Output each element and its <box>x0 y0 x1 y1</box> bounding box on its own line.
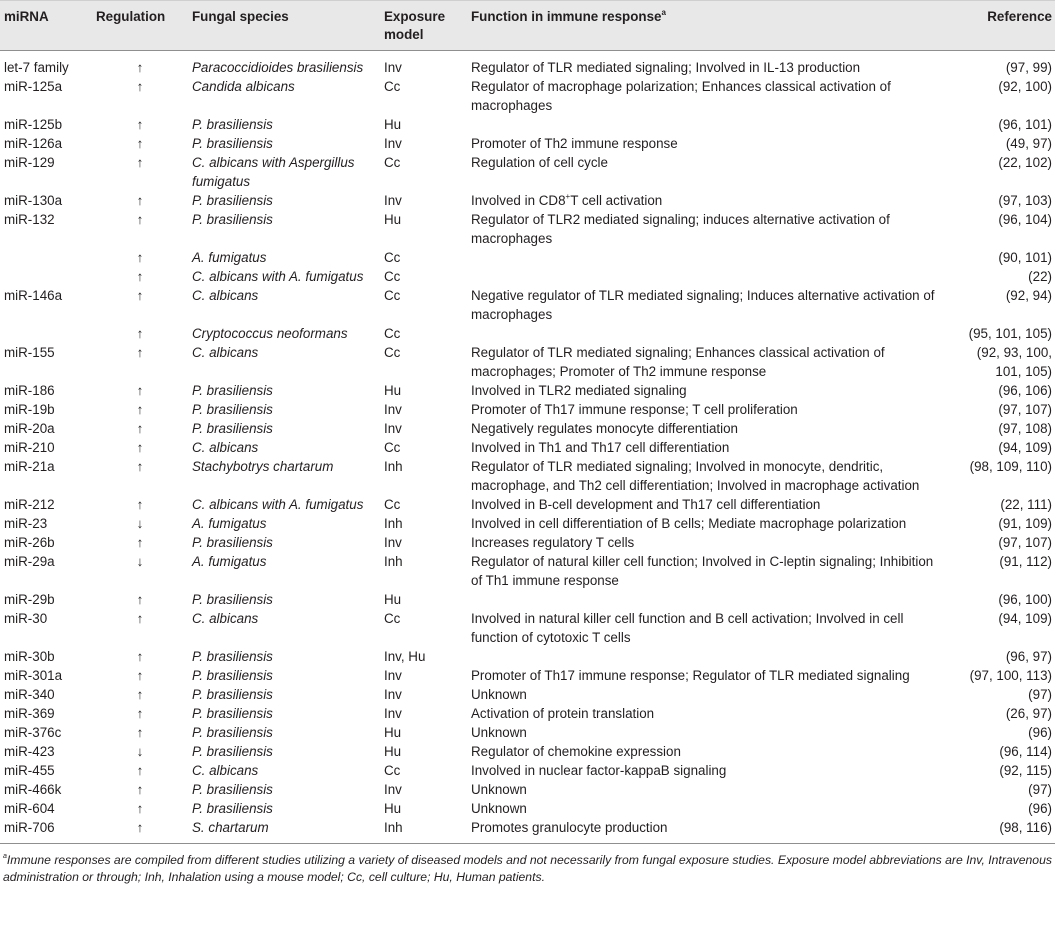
cell-regulation: ↑ <box>136 535 144 550</box>
cell-mirna: miR-126a <box>4 136 63 151</box>
cell-mirna: miR-376c <box>4 725 62 740</box>
cell-function: Activation of protein translation <box>471 706 655 721</box>
cell-mirna: miR-26b <box>4 535 55 550</box>
cell-reference: (97, 103) <box>998 193 1052 208</box>
cell-regulation: ↑ <box>136 801 144 816</box>
table-row <box>0 609 1055 647</box>
cell-regulation: ↑ <box>136 60 144 75</box>
cell-exposure: Hu <box>384 383 402 398</box>
header-function-footnote-mark: a <box>661 7 666 17</box>
cell-function <box>467 647 950 666</box>
table-row <box>0 780 1055 799</box>
cell-regulation: ↓ <box>136 554 144 569</box>
cell-mirna: miR-604 <box>4 801 55 816</box>
header-row <box>0 1 1055 51</box>
cell-function: Regulator of TLR mediated signaling; Enhances classical activation of macrophages; Promoter of Th2 immune response <box>471 345 885 379</box>
cell-mirna: miR-340 <box>4 687 55 702</box>
cell-regulation: ↑ <box>136 649 144 664</box>
table-body <box>0 51 1055 844</box>
cell-function: Involved in cell differentiation of B cells; Mediate macrophage polarization <box>471 516 907 531</box>
header-regulation: Regulation <box>96 9 166 24</box>
cell-function <box>467 590 950 609</box>
cell-species: P. brasiliensis <box>192 649 273 664</box>
table-row <box>0 51 1055 78</box>
cell-mirna: miR-455 <box>4 763 55 778</box>
cell-exposure: Cc <box>384 497 401 512</box>
cell-regulation: ↑ <box>136 440 144 455</box>
cell-species: C. albicans with A. fumigatus <box>192 269 364 284</box>
cell-exposure: Cc <box>384 288 401 303</box>
cell-reference: (96, 106) <box>998 383 1052 398</box>
cell-function: Regulator of chemokine expression <box>471 744 681 759</box>
cell-regulation: ↑ <box>136 820 144 835</box>
cell-regulation: ↑ <box>136 459 144 474</box>
cell-exposure: Hu <box>384 212 402 227</box>
cell-mirna: miR-125b <box>4 117 63 132</box>
table-row <box>0 799 1055 818</box>
cell-exposure: Inv <box>384 60 402 75</box>
cell-regulation: ↑ <box>136 421 144 436</box>
cell-regulation: ↑ <box>136 288 144 303</box>
cell-mirna: miR-706 <box>4 820 55 835</box>
cell-mirna: miR-423 <box>4 744 55 759</box>
cell-species: P. brasiliensis <box>192 383 273 398</box>
cell-mirna: miR-29b <box>4 592 55 607</box>
table-row <box>0 723 1055 742</box>
cell-regulation: ↑ <box>136 136 144 151</box>
table-row <box>0 704 1055 723</box>
cell-regulation: ↑ <box>136 763 144 778</box>
function-text: T cell activation <box>570 193 663 208</box>
cell-reference: (96, 114) <box>999 744 1052 759</box>
cell-species: A. fumigatus <box>192 554 267 569</box>
cell-mirna <box>0 267 92 286</box>
cell-mirna: miR-210 <box>4 440 55 455</box>
table-row <box>0 457 1055 495</box>
cell-function: Involved in TLR2 mediated signaling <box>471 383 687 398</box>
cell-reference: (92, 100) <box>998 79 1052 94</box>
cell-function <box>467 324 950 343</box>
table-row <box>0 77 1055 115</box>
cell-function: Involved in natural killer cell function and B cell activation; Involved in cell function of cytotoxic T cells <box>471 611 904 645</box>
cell-mirna: miR-125a <box>4 79 63 94</box>
cell-species: P. brasiliensis <box>192 535 273 550</box>
table-row <box>0 115 1055 134</box>
cell-function: Regulator of TLR mediated signaling; Involved in IL-13 production <box>471 60 861 75</box>
cell-reference: (49, 97) <box>1005 136 1052 151</box>
cell-function: Negative regulator of TLR mediated signaling; Induces alternative activation of macrophages <box>471 288 935 322</box>
cell-mirna: miR-132 <box>4 212 55 227</box>
table-row <box>0 248 1055 267</box>
table-row <box>0 533 1055 552</box>
cell-species: C. albicans <box>192 440 259 455</box>
cell-function: Promoter of Th17 immune response; T cell proliferation <box>471 402 798 417</box>
table-row <box>0 666 1055 685</box>
cell-exposure: Inv <box>384 402 402 417</box>
cell-exposure: Cc <box>384 269 401 284</box>
cell-function: Increases regulatory T cells <box>471 535 635 550</box>
cell-exposure: Hu <box>384 592 402 607</box>
cell-regulation: ↑ <box>136 592 144 607</box>
cell-regulation: ↑ <box>136 117 144 132</box>
cell-species: C. albicans <box>192 611 259 626</box>
table-row <box>0 552 1055 590</box>
cell-reference: (97, 107) <box>998 535 1052 550</box>
table-row <box>0 514 1055 533</box>
cell-species: P. brasiliensis <box>192 592 273 607</box>
cell-reference: (96) <box>1028 801 1052 816</box>
cell-reference: (92, 93, 100, 101, 105) <box>976 345 1052 379</box>
table-row <box>0 286 1055 324</box>
header-function-label: Function in immune response <box>471 9 662 24</box>
cell-function: Involved in Th1 and Th17 cell differentiation <box>471 440 730 455</box>
cell-exposure: Hu <box>384 117 402 132</box>
table-row <box>0 647 1055 666</box>
cell-exposure: Inv, Hu <box>384 649 426 664</box>
cell-mirna: miR-212 <box>4 497 55 512</box>
cell-exposure: Inv <box>384 136 402 151</box>
cell-mirna: miR-23 <box>4 516 48 531</box>
cell-species: P. brasiliensis <box>192 801 273 816</box>
cell-species: P. brasiliensis <box>192 421 273 436</box>
cell-reference: (96, 100) <box>998 592 1052 607</box>
cell-function: Promotes granulocyte production <box>471 820 668 835</box>
cell-regulation: ↑ <box>136 79 144 94</box>
cell-reference: (94, 109) <box>998 440 1052 455</box>
cell-mirna: miR-20a <box>4 421 55 436</box>
cell-regulation: ↑ <box>136 611 144 626</box>
cell-mirna: miR-29a <box>4 554 55 569</box>
table-row <box>0 438 1055 457</box>
table-row <box>0 742 1055 761</box>
cell-reference: (96) <box>1028 725 1052 740</box>
cell-reference: (22, 111) <box>1000 497 1052 512</box>
superscript-plus: + <box>565 191 571 201</box>
cell-function <box>467 191 950 210</box>
cell-exposure: Hu <box>384 744 402 759</box>
cell-reference: (97) <box>1028 782 1052 797</box>
cell-mirna: miR-369 <box>4 706 55 721</box>
cell-function: Regulator of natural killer cell function; Involved in C-leptin signaling; Inhibition of Th1 immune response <box>471 554 934 588</box>
cell-mirna <box>0 324 92 343</box>
cell-mirna: miR-129 <box>4 155 55 170</box>
cell-reference: (94, 109) <box>998 611 1052 626</box>
cell-function: Regulator of macrophage polarization; Enhances classical activation of macrophages <box>471 79 891 113</box>
cell-reference: (91, 112) <box>999 554 1052 569</box>
cell-species: P. brasiliensis <box>192 193 273 208</box>
cell-mirna: miR-186 <box>4 383 55 398</box>
cell-function <box>467 267 950 286</box>
cell-function: Promoter of Th2 immune response <box>471 136 678 151</box>
cell-species: P. brasiliensis <box>192 136 273 151</box>
header-exposure: Exposure model <box>384 9 446 42</box>
cell-regulation: ↓ <box>136 516 144 531</box>
cell-exposure: Inv <box>384 706 402 721</box>
cell-species: A. fumigatus <box>192 516 267 531</box>
cell-function: Regulation of cell cycle <box>471 155 608 170</box>
table-row <box>0 343 1055 381</box>
cell-species: P. brasiliensis <box>192 212 273 227</box>
cell-reference: (92, 115) <box>999 763 1052 778</box>
cell-reference: (96, 104) <box>998 212 1052 227</box>
table-row <box>0 419 1055 438</box>
cell-exposure: Cc <box>384 326 401 341</box>
cell-regulation: ↑ <box>136 345 144 360</box>
cell-mirna: miR-155 <box>4 345 55 360</box>
cell-mirna: miR-301a <box>4 668 63 683</box>
table-row <box>0 761 1055 780</box>
cell-mirna: miR-21a <box>4 459 55 474</box>
cell-exposure: Cc <box>384 440 401 455</box>
cell-reference: (97, 99) <box>1005 60 1052 75</box>
cell-mirna <box>0 248 92 267</box>
cell-reference: (97, 107) <box>998 402 1052 417</box>
table-row <box>0 267 1055 286</box>
cell-regulation: ↑ <box>136 782 144 797</box>
cell-mirna: miR-466k <box>4 782 62 797</box>
cell-exposure: Inv <box>384 668 402 683</box>
table-row <box>0 210 1055 248</box>
header-species: Fungal species <box>192 9 289 24</box>
cell-reference: (91, 109) <box>998 516 1052 531</box>
cell-reference: (97, 108) <box>998 421 1052 436</box>
cell-reference: (22) <box>1028 269 1052 284</box>
cell-regulation: ↓ <box>136 744 144 759</box>
cell-exposure: Inh <box>384 516 403 531</box>
table-row <box>0 134 1055 153</box>
cell-reference: (95, 101, 105) <box>968 326 1052 341</box>
cell-function: Promoter of Th17 immune response; Regulator of TLR mediated signaling <box>471 668 910 683</box>
cell-mirna: miR-30b <box>4 649 55 664</box>
cell-species: Paracoccidioides brasiliensis <box>192 60 364 75</box>
cell-regulation: ↑ <box>136 497 144 512</box>
cell-exposure: Inv <box>384 535 402 550</box>
cell-species: Stachybotrys chartarum <box>192 459 334 474</box>
cell-species: P. brasiliensis <box>192 668 273 683</box>
cell-function <box>467 248 950 267</box>
cell-function: Unknown <box>471 725 527 740</box>
cell-exposure: Inv <box>384 782 402 797</box>
cell-exposure: Inh <box>384 820 403 835</box>
cell-function: Unknown <box>471 801 527 816</box>
header-reference: Reference <box>987 9 1052 24</box>
footnote-marker: a <box>3 852 7 860</box>
cell-species: C. albicans <box>192 763 259 778</box>
cell-regulation: ↑ <box>136 706 144 721</box>
cell-exposure: Inv <box>384 687 402 702</box>
table-row <box>0 685 1055 704</box>
cell-function: Regulator of TLR2 mediated signaling; induces alternative activation of macrophages <box>471 212 890 246</box>
cell-reference: (96, 97) <box>1005 649 1052 664</box>
table-row <box>0 381 1055 400</box>
cell-mirna: let-7 family <box>4 60 69 75</box>
cell-species: C. albicans with Aspergillus fumigatus <box>192 155 355 189</box>
cell-species: Candida albicans <box>192 79 295 94</box>
cell-regulation: ↑ <box>136 193 144 208</box>
table-row <box>0 191 1055 210</box>
cell-reference: (96, 101) <box>998 117 1052 132</box>
table-header <box>0 1 1055 51</box>
function-text: Involved in CD8 <box>471 193 566 208</box>
cell-regulation: ↑ <box>136 687 144 702</box>
cell-regulation: ↑ <box>136 725 144 740</box>
cell-regulation: ↑ <box>136 250 144 265</box>
cell-exposure: Cc <box>384 155 401 170</box>
cell-mirna: miR-19b <box>4 402 55 417</box>
cell-exposure: Hu <box>384 801 402 816</box>
cell-function <box>467 115 950 134</box>
table-row <box>0 495 1055 514</box>
cell-species: P. brasiliensis <box>192 744 273 759</box>
cell-regulation: ↑ <box>136 402 144 417</box>
cell-species: P. brasiliensis <box>192 402 273 417</box>
cell-reference: (92, 94) <box>1005 288 1052 303</box>
cell-reference: (22, 102) <box>998 155 1052 170</box>
cell-species: P. brasiliensis <box>192 782 273 797</box>
cell-species: C. albicans <box>192 345 259 360</box>
cell-regulation: ↑ <box>136 383 144 398</box>
cell-species: C. albicans <box>192 288 259 303</box>
table-row <box>0 324 1055 343</box>
cell-exposure: Cc <box>384 79 401 94</box>
cell-exposure: Cc <box>384 345 401 360</box>
cell-exposure: Cc <box>384 763 401 778</box>
cell-species: Cryptococcus neoformans <box>192 326 348 341</box>
cell-regulation: ↑ <box>136 326 144 341</box>
cell-reference: (90, 101) <box>998 250 1052 265</box>
cell-function: Regulator of TLR mediated signaling; Involved in monocyte, dendritic, macrophage, and Th2 cell differentiation; Involved in macrophage activation <box>471 459 920 493</box>
cell-regulation: ↑ <box>136 155 144 170</box>
cell-species: A. fumigatus <box>192 250 267 265</box>
cell-species: P. brasiliensis <box>192 706 273 721</box>
table-row <box>0 818 1055 844</box>
cell-function: Negatively regulates monocyte differentiation <box>471 421 738 436</box>
cell-species: S. chartarum <box>192 820 269 835</box>
cell-exposure: Cc <box>384 611 401 626</box>
cell-exposure: Inv <box>384 421 402 436</box>
table-row <box>0 400 1055 419</box>
cell-regulation: ↑ <box>136 269 144 284</box>
cell-reference: (98, 109, 110) <box>969 459 1052 474</box>
cell-species: P. brasiliensis <box>192 687 273 702</box>
cell-function: Unknown <box>471 782 527 797</box>
cell-reference: (98, 116) <box>999 820 1052 835</box>
header-function <box>467 1 950 51</box>
cell-reference: (97) <box>1028 687 1052 702</box>
cell-exposure: Inh <box>384 459 403 474</box>
cell-exposure: Inv <box>384 193 402 208</box>
footnote-text: Immune responses are compiled from different studies utilizing a variety of diseased models and not necessarily from fungal exposure studies. Exposure model abbreviations are Inv, Intravenous administration or through; Inh, Inhalation using a mouse model; Cc, cell culture; Hu, Human patients. <box>3 853 1052 884</box>
cell-function: Unknown <box>471 687 527 702</box>
cell-regulation: ↑ <box>136 212 144 227</box>
cell-exposure: Hu <box>384 725 402 740</box>
cell-reference: (26, 97) <box>1005 706 1052 721</box>
table-footnote <box>0 844 1055 886</box>
header-mirna: miRNA <box>4 9 49 24</box>
cell-function: Involved in nuclear factor-kappaB signaling <box>471 763 727 778</box>
cell-exposure: Inh <box>384 554 403 569</box>
table-row <box>0 590 1055 609</box>
cell-species: C. albicans with A. fumigatus <box>192 497 364 512</box>
table-row <box>0 153 1055 191</box>
cell-mirna: miR-130a <box>4 193 63 208</box>
cell-mirna: miR-30 <box>4 611 48 626</box>
cell-function: Involved in B-cell development and Th17 cell differentiation <box>471 497 821 512</box>
cell-species: P. brasiliensis <box>192 725 273 740</box>
cell-mirna: miR-146a <box>4 288 63 303</box>
cell-regulation: ↑ <box>136 668 144 683</box>
cell-species: P. brasiliensis <box>192 117 273 132</box>
cell-reference: (97, 100, 113) <box>969 668 1052 683</box>
cell-exposure: Cc <box>384 250 401 265</box>
